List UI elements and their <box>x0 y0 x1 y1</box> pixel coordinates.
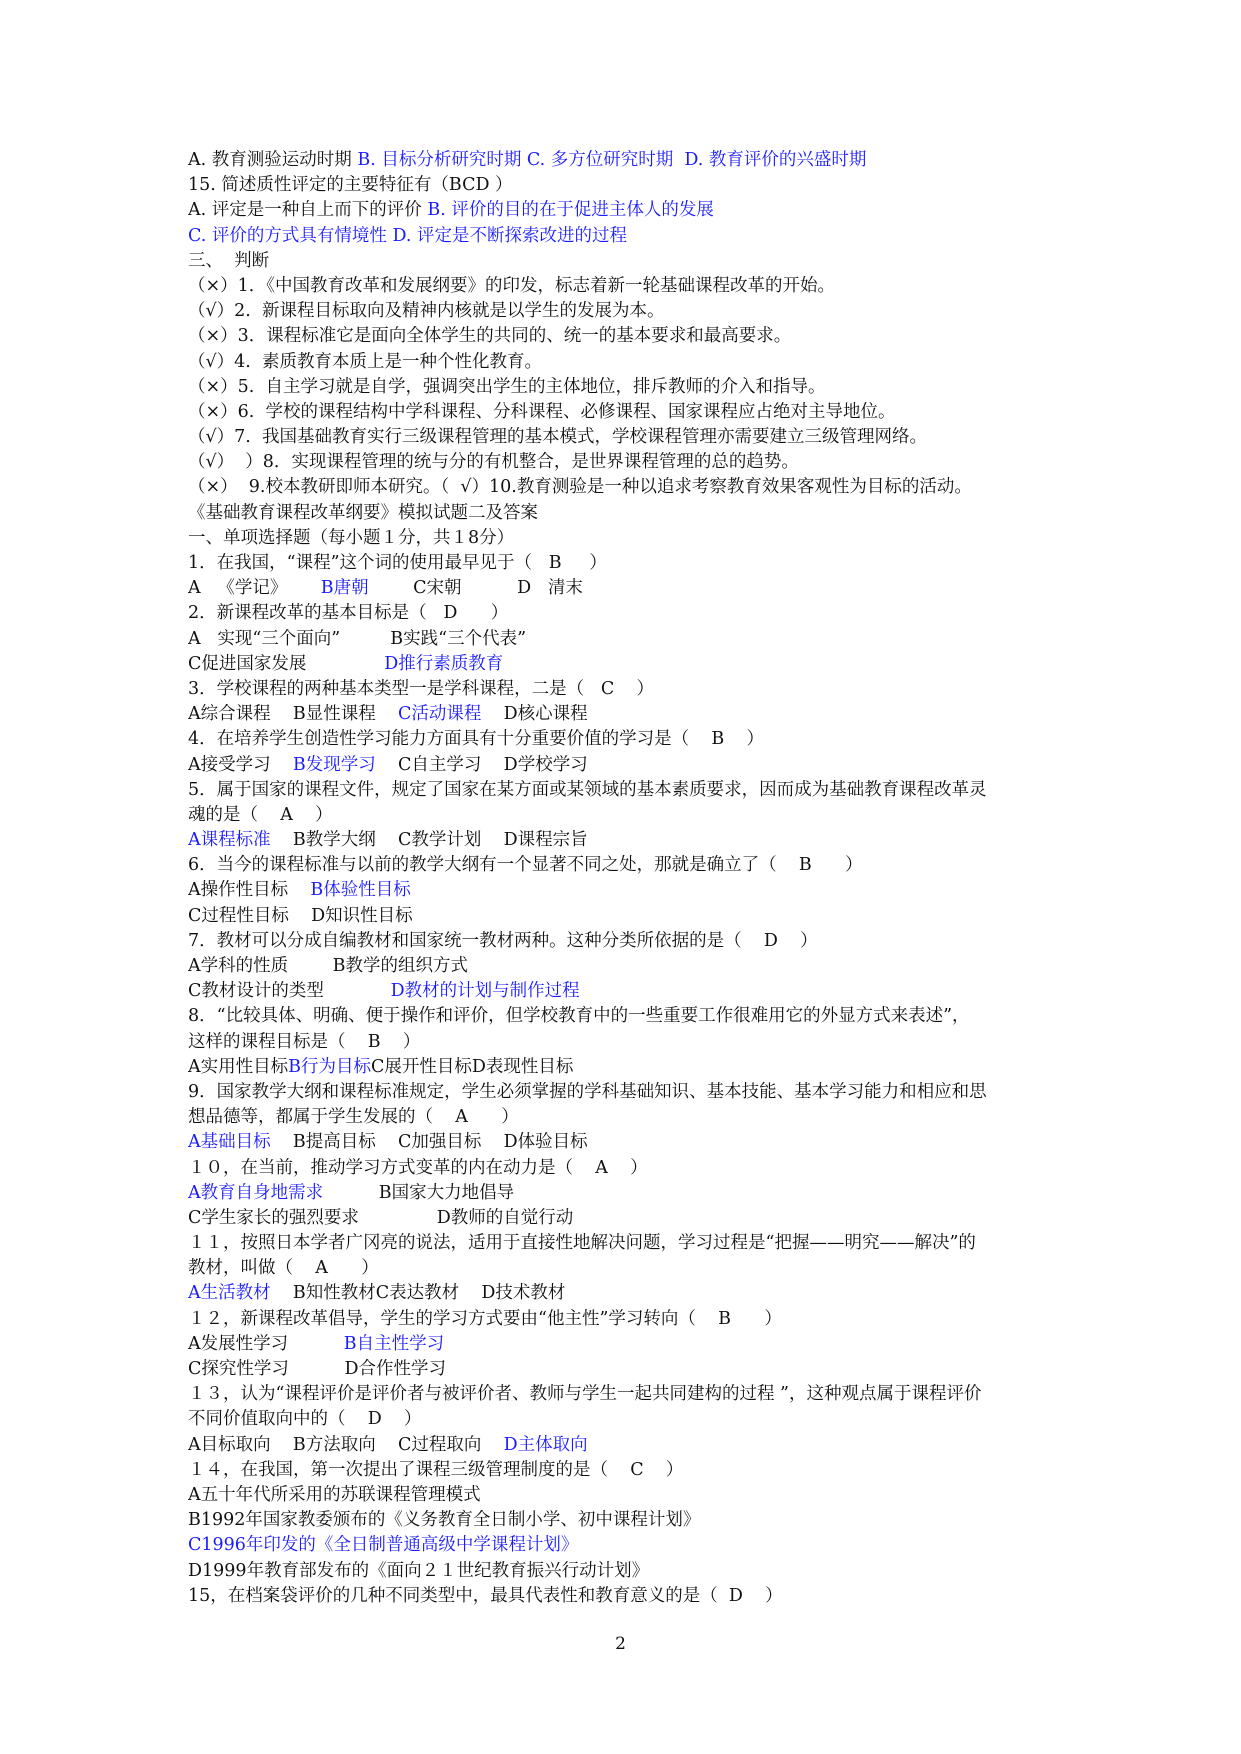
text-line <box>188 249 1068 274</box>
answer-highlight-text: A生活教材 <box>188 1283 271 1304</box>
text-line <box>188 954 1068 979</box>
text-line <box>188 803 1068 828</box>
answer-highlight-text: D主体取向 <box>503 1434 588 1455</box>
text-line <box>188 375 1068 400</box>
line-text: 9．国家教学大纲和课程标准规定，学生必须掌握的学科基础知识、基本技能、基本学习能力和相应和思 <box>188 1081 987 1102</box>
text-line <box>188 1281 1068 1306</box>
line-text: （×）5. 自主学习就是自学，强调突出学生的主体地位，排斥教师的介入和指导。 <box>188 376 826 397</box>
line-text: 想品德等，都属于学生发展的（ A ） <box>188 1107 519 1128</box>
line-text: 1．在我国，“课程”这个词的使用最早见于（ B ） <box>188 553 607 573</box>
text-line <box>188 350 1068 375</box>
answer-highlight-text: B发现学习 <box>292 754 376 775</box>
answer-highlight-text: A课程标准 <box>188 830 271 851</box>
text-line <box>188 1256 1068 1281</box>
line-text: D核心课程 <box>481 704 588 725</box>
line-text: B国家大力地倡导 <box>323 1182 515 1203</box>
text-line <box>188 1156 1068 1181</box>
line-text: D1999年教育部发布的《面向２１世纪教育振兴行动计划》 <box>188 1560 650 1581</box>
line-text: A实用性目标 <box>188 1056 289 1077</box>
text-line <box>188 1332 1068 1357</box>
line-text: 8．“比较具体、明确、便于操作和评价，但学校教育中的一些重要工作很难用它的外显方式来表述”， <box>188 1006 970 1027</box>
text-line <box>188 148 1068 173</box>
line-text: 4．在培养学生创造性学习能力方面具有十分重要价值的学习是（ B ） <box>188 729 764 750</box>
line-text: 不同价值取向中的（ D ） <box>188 1409 422 1430</box>
answer-highlight-text: B自主性学习 <box>343 1333 445 1354</box>
line-text: （×）6. 学校的课程结构中学科课程、分科课程、必修课程、国家课程应占绝对主导地位。 <box>188 401 896 422</box>
line-text: C教材设计的类型 <box>188 981 391 1002</box>
answer-highlight-text: C活动课程 <box>398 704 482 725</box>
text-line <box>188 1407 1068 1432</box>
line-text: （×）3．课程标准它是面向全体学生的共同的、统一的基本要求和最高要求。 <box>188 326 792 347</box>
line-text: 15. 简述质性评定的主要特征有（BCD ） <box>188 175 513 196</box>
text-line <box>188 501 1068 526</box>
line-text: A五十年代所采用的苏联课程管理模式 <box>188 1484 481 1505</box>
line-text: A综合课程 B显性课程 <box>188 704 398 725</box>
text-line <box>188 274 1068 299</box>
text-line <box>188 1433 1068 1458</box>
line-text: （√）4. 素质教育本质上是一种个性化教育。 <box>188 351 542 372</box>
text-line <box>188 1458 1068 1483</box>
text-line <box>188 853 1068 878</box>
answer-highlight-text: D推行素质教育 <box>384 653 504 674</box>
text-line <box>188 1055 1068 1080</box>
line-text: １１，按照日本学者广冈亮的说法，适用于直接性地解决问题，学习过程是“把握——明究——解决”的 <box>188 1233 976 1254</box>
page-number: 2 <box>615 1634 626 1654</box>
line-text: 5．属于国家的课程文件，规定了国家在某方面或某领域的基本素质要求，因而成为基础教育课程改革灵 <box>188 779 987 800</box>
text-line <box>188 1105 1068 1130</box>
text-line <box>188 1483 1068 1508</box>
line-text: （√）2. 新课程目标取向及精神内核就是以学生的发展为本。 <box>188 301 665 322</box>
text-line <box>188 652 1068 677</box>
line-text: A目标取向 B方法取向 C过程取向 <box>188 1434 504 1455</box>
line-text: １４，在我国，第一次提出了课程三级管理制度的是（ C ） <box>188 1459 684 1480</box>
text-line <box>188 475 1068 500</box>
text-line <box>188 1206 1068 1231</box>
answer-highlight-text: B体验性目标 <box>310 880 411 901</box>
line-text: C自主学习 D学校学习 <box>375 754 588 775</box>
line-text: 7．教材可以分成自编教材和国家统一教材两种。这种分类所依据的是（ D ） <box>188 930 818 951</box>
line-text: A接受学习 <box>188 754 293 775</box>
text-line <box>188 1559 1068 1584</box>
text-line <box>188 425 1068 450</box>
line-text: C学生家长的强烈要求 D教师的自觉行动 <box>188 1207 574 1228</box>
line-text: C宋朝 D 清末 <box>368 578 583 599</box>
line-text: １２，新课程改革倡导，学生的学习方式要由“他主性”学习转向（ B ） <box>188 1308 782 1329</box>
line-text: １０，在当前，推动学习方式变革的内在动力是（ A ） <box>188 1157 648 1178</box>
text-line <box>188 1130 1068 1155</box>
text-line <box>188 1382 1068 1407</box>
text-line <box>188 400 1068 425</box>
answer-highlight-text: B. 目标分析研究时期 C. 多方位研究时期 D. 教育评价的兴盛时期 <box>357 150 867 170</box>
text-line <box>188 1181 1068 1206</box>
text-line <box>188 1231 1068 1256</box>
line-text: C展开性目标D表现性目标 <box>371 1056 574 1077</box>
text-line <box>188 224 1068 249</box>
line-text: A学科的性质 B教学的组织方式 <box>188 956 468 976</box>
line-text: A 《学记》 <box>188 578 321 599</box>
line-text: （√） ）8．实现课程管理的统与分的有机整合，是世界课程管理的总的趋势。 <box>188 452 799 473</box>
answer-highlight-text: C1996年印发的《全日制普通高级中学课程计划》 <box>188 1535 579 1556</box>
line-text: B提高目标 C加强目标 D体验目标 <box>270 1132 588 1153</box>
text-line <box>188 576 1068 601</box>
text-line <box>188 1584 1068 1609</box>
line-text: 教材，叫做（ A ） <box>188 1258 379 1279</box>
line-text: B教学大纲 C教学计划 D课程宗旨 <box>270 830 588 851</box>
text-line <box>188 1030 1068 1055</box>
text-line <box>188 450 1068 475</box>
text-line <box>188 929 1068 954</box>
text-line <box>188 526 1068 551</box>
line-text: 魂的是（ A ） <box>188 804 333 825</box>
answer-highlight-text: A基础目标 <box>188 1132 271 1153</box>
text-line <box>188 1357 1068 1382</box>
text-line <box>188 878 1068 903</box>
text-line <box>188 778 1068 803</box>
text-line <box>188 677 1068 702</box>
line-text: C探究性学习 D合作性学习 <box>188 1359 447 1379</box>
line-text: 6．当今的课程标准与以前的教学大纲有一个显著不同之处，那就是确立了（ B ） <box>188 855 863 876</box>
line-text: 15，在档案袋评价的几种不同类型中，最具代表性和教育意义的是（ D ） <box>188 1585 783 1606</box>
line-text: 2．新课程改革的基本目标是（ D ） <box>188 603 509 624</box>
line-text: A发展性学习 <box>188 1333 344 1354</box>
line-text: （√）7. 我国基础教育实行三级课程管理的基本模式，学校课程管理亦需要建立三级管理网络。 <box>188 427 927 448</box>
text-line <box>188 551 1068 576</box>
line-text: 三、 判断 <box>188 250 270 271</box>
answer-highlight-text: B. 评价的目的在于促进主体人的发展 <box>427 200 714 221</box>
text-line <box>188 1307 1068 1332</box>
line-text: 一、单项选择题（每小题１分，共１8分） <box>188 527 515 548</box>
line-text: （×）1．《中国教育改革和发展纲要》的印发，标志着新一轮基础课程改革的开始。 <box>188 275 836 296</box>
line-text: 这样的课程目标是（ B ） <box>188 1031 421 1052</box>
text-line <box>188 1080 1068 1105</box>
line-text: A. 教育测验运动时期 <box>188 150 358 170</box>
line-text: C促进国家发展 <box>188 653 385 674</box>
line-text: A操作性目标 <box>188 880 311 901</box>
line-text: A. 评定是一种自上而下的评价 <box>188 200 428 221</box>
text-line <box>188 1508 1068 1533</box>
text-line <box>188 1533 1068 1558</box>
text-line <box>188 299 1068 324</box>
line-text: １３，认为“课程评价是评价者与被评价者、教师与学生一起共同建构的过程 ”，这种观点属于课程评价 <box>188 1384 982 1405</box>
answer-highlight-text: C. 评价的方式具有情境性 D. 评定是不断探索改进的过程 <box>188 225 627 246</box>
text-line <box>188 753 1068 778</box>
line-text: 《基础教育课程改革纲要》模拟试题二及答案 <box>188 502 538 523</box>
text-line <box>188 1004 1068 1029</box>
line-text: B知性教材C表达教材 D技术教材 <box>270 1283 566 1304</box>
document-body <box>188 148 1068 1609</box>
text-line <box>188 828 1068 853</box>
text-line <box>188 627 1068 652</box>
text-line <box>188 601 1068 626</box>
answer-highlight-text: B唐朝 <box>320 578 369 599</box>
text-line <box>188 702 1068 727</box>
text-line <box>188 324 1068 349</box>
text-line <box>188 979 1068 1004</box>
text-line <box>188 198 1068 223</box>
answer-highlight-text: B行为目标 <box>288 1056 372 1077</box>
line-text: B1992年国家教委颁布的《义务教育全日制小学、初中课程计划》 <box>188 1510 701 1531</box>
answer-highlight-text: D教材的计划与制作过程 <box>390 981 580 1002</box>
text-line <box>188 727 1068 752</box>
line-text: （×） 9.校本教研即师本研究。（ √）10.教育测验是一种以追求考察教育效果客观性为目标的活动。 <box>188 477 972 498</box>
line-text: 3．学校课程的两种基本类型一是学科课程，二是（ C ） <box>188 678 654 699</box>
text-line <box>188 904 1068 929</box>
text-line <box>188 173 1068 198</box>
answer-highlight-text: A教育自身地需求 <box>188 1182 324 1203</box>
line-text: A 实现“三个面向” B实践“三个代表” <box>188 628 527 649</box>
line-text: C过程性目标 D知识性目标 <box>188 905 413 926</box>
